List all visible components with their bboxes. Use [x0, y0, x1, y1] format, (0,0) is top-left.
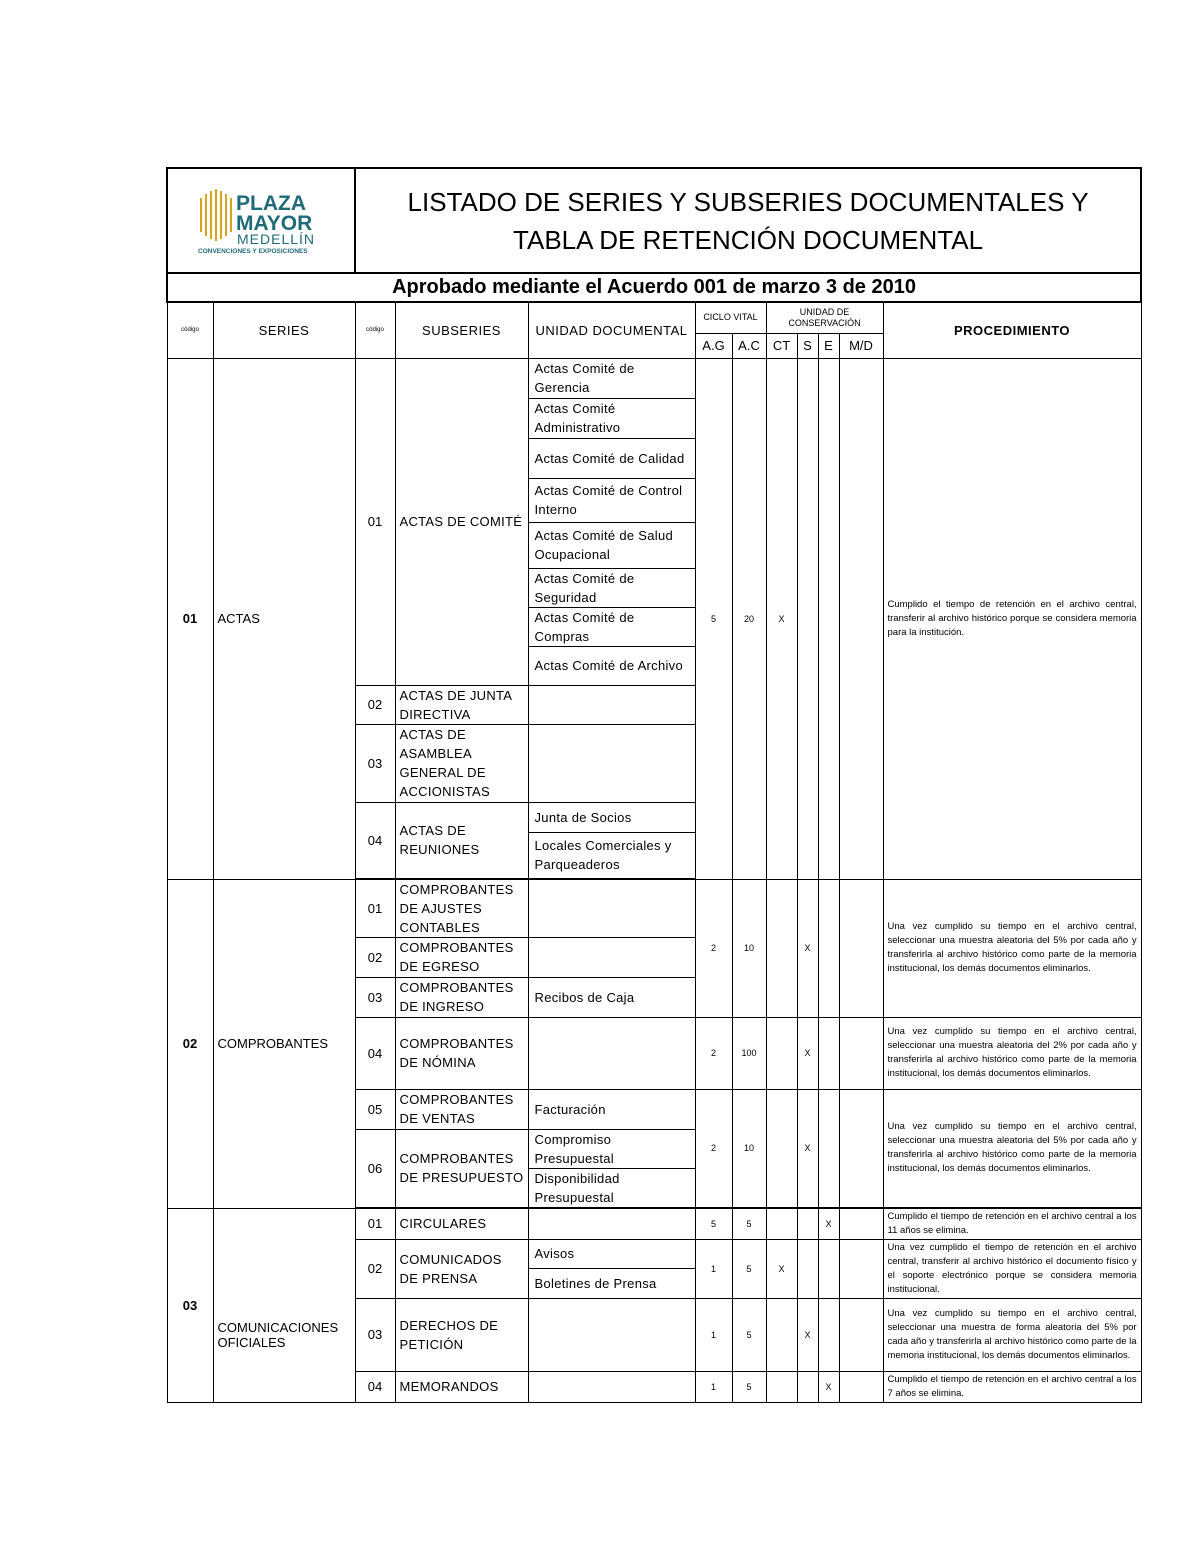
- procedimiento-text: Cumplido el tiempo de retención en el archivo central a los 7 años se elimina.: [883, 1371, 1141, 1402]
- subseries-code: 05: [355, 1089, 395, 1129]
- ag-value: 5: [695, 1208, 732, 1239]
- subseries-name: COMPROBANTES DE AJUSTES CONTABLES: [395, 879, 528, 937]
- subseries-code: 02: [355, 1239, 395, 1298]
- s-mark: [797, 1239, 818, 1298]
- document-title: [355, 168, 1141, 273]
- unidad-documental: Junta de Socios: [528, 802, 695, 832]
- subseries-name: COMPROBANTES DE NÓMINA: [395, 1017, 528, 1089]
- col-ciclo-vital: CICLO VITAL: [695, 302, 766, 333]
- unidad-documental: Actas Comité Administrativo: [528, 398, 695, 438]
- subseries-name: COMPROBANTES DE PRESUPUESTO: [395, 1129, 528, 1207]
- md-mark: [839, 1017, 883, 1089]
- procedimiento-text: Una vez cumplido su tiempo en el archivo central, seleccionar una muestra aleatoria del 2% por cada año y transferirla al archivo histórico como parte de la memoria institucional, los demás documentos eliminarlos.: [883, 1017, 1141, 1089]
- svg-text:MAYOR: MAYOR: [236, 211, 313, 235]
- ac-value: 5: [732, 1371, 766, 1402]
- subseries-name: ACTAS DE ASAMBLEA GENERAL DE ACCIONISTAS: [395, 724, 528, 802]
- unidad-documental: [528, 724, 695, 802]
- s-mark: [797, 358, 818, 879]
- unidad-documental: [528, 1208, 695, 1239]
- e-mark: [818, 358, 839, 879]
- ag-value: 5: [695, 358, 732, 879]
- retention-table: [166, 167, 1142, 1403]
- s-mark: X: [797, 879, 818, 1017]
- svg-text:MEDELLÍN: MEDELLÍN: [237, 230, 316, 247]
- table-row: [167, 1208, 1141, 1239]
- s-mark: [797, 1371, 818, 1402]
- md-mark: [839, 879, 883, 1017]
- col-unidad-conservacion: UNIDAD DE CONSERVACIÓN: [766, 302, 883, 333]
- subseries-name: COMUNICADOS DE PRENSA: [395, 1239, 528, 1298]
- procedimiento-text: Cumplido el tiempo de retención en el archivo central a los 11 años se elimina.: [883, 1208, 1141, 1239]
- col-procedimiento: PROCEDIMIENTO: [883, 302, 1141, 358]
- subseries-name: COMPROBANTES DE EGRESO: [395, 937, 528, 977]
- procedimiento-text: Una vez cumplido el tiempo de retención en el archivo central, transferir al archivo histórico el documento físico y el soporte electrónico porque se considera memoria institucional.: [883, 1239, 1141, 1298]
- ac-value: 5: [732, 1298, 766, 1371]
- col-unidad-documental: UNIDAD DOCUMENTAL: [528, 302, 695, 358]
- subseries-code: 01: [355, 358, 395, 685]
- unidad-documental: Actas Comité de Seguridad: [528, 568, 695, 607]
- subseries-code: 01: [355, 1208, 395, 1239]
- col-codigo-subseries: código: [355, 302, 395, 358]
- subseries-name: COMPROBANTES DE INGRESO: [395, 977, 528, 1017]
- plaza-mayor-logo: [196, 186, 326, 256]
- subseries-code: 03: [355, 1298, 395, 1371]
- md-mark: [839, 358, 883, 879]
- table-row: [167, 358, 1141, 398]
- subseries-name: ACTAS DE COMITÉ: [395, 358, 528, 685]
- e-mark: [818, 1239, 839, 1298]
- subseries-code: 02: [355, 937, 395, 977]
- ag-value: 2: [695, 1089, 732, 1207]
- unidad-documental: Actas Comité de Salud Ocupacional: [528, 522, 695, 568]
- ct-mark: [766, 1298, 797, 1371]
- title-line-1: LISTADO DE SERIES Y SUBSERIES DOCUMENTALES Y: [407, 186, 1089, 217]
- ac-value: 10: [732, 879, 766, 1017]
- col-subseries: SUBSERIES: [395, 302, 528, 358]
- col-ct: CT: [766, 333, 797, 358]
- unidad-documental: [528, 1371, 695, 1402]
- col-ag: A.G: [695, 333, 732, 358]
- series-code: 02: [167, 879, 213, 1208]
- subseries-name: ACTAS DE JUNTA DIRECTIVA: [395, 685, 528, 724]
- col-e: E: [818, 333, 839, 358]
- md-mark: [839, 1371, 883, 1402]
- unidad-documental: Actas Comité de Archivo: [528, 646, 695, 685]
- table-row: [167, 879, 1141, 937]
- series-code: 01: [167, 358, 213, 879]
- series-name: COMPROBANTES: [213, 879, 355, 1208]
- unidad-documental: Actas Comité de Calidad: [528, 438, 695, 478]
- subseries-code: 03: [355, 977, 395, 1017]
- column-header-row: [167, 302, 1141, 333]
- unidad-documental: Facturación: [528, 1089, 695, 1129]
- subseries-code: 06: [355, 1129, 395, 1207]
- ac-value: 5: [732, 1208, 766, 1239]
- logo-cell: [167, 168, 355, 273]
- ac-value: 20: [732, 358, 766, 879]
- ct-mark: X: [766, 358, 797, 879]
- e-mark: X: [818, 1371, 839, 1402]
- unidad-documental: Recibos de Caja: [528, 977, 695, 1017]
- approval-note: Aprobado mediante el Acuerdo 001 de marzo 3 de 2010: [167, 273, 1141, 302]
- unidad-documental: [528, 937, 695, 977]
- svg-text:PLAZA: PLAZA: [236, 191, 306, 215]
- subseries-code: 04: [355, 1371, 395, 1402]
- subseries-name: ACTAS DE REUNIONES: [395, 802, 528, 878]
- svg-text:CONVENCIONES Y EXPOSICIONES: CONVENCIONES Y EXPOSICIONES: [198, 247, 308, 255]
- ag-value: 2: [695, 879, 732, 1017]
- md-mark: [839, 1298, 883, 1371]
- subseries-code: 01: [355, 879, 395, 937]
- md-mark: [839, 1089, 883, 1207]
- series-name: ACTAS: [213, 358, 355, 879]
- ct-mark: [766, 1017, 797, 1089]
- md-mark: [839, 1208, 883, 1239]
- ct-mark: X: [766, 1239, 797, 1298]
- col-md: M/D: [839, 333, 883, 358]
- unidad-documental: Actas Comité de Compras: [528, 607, 695, 646]
- unidad-documental: Boletines de Prensa: [528, 1269, 695, 1299]
- unidad-documental: [528, 1298, 695, 1371]
- procedimiento-text: Una vez cumplido su tiempo en el archivo central, seleccionar una muestra aleatoria del 5% por cada año y transferirla al archivo histórico como parte de la memoria institucional, los demás documentos eliminarlos.: [883, 879, 1141, 1017]
- subseries-name: COMPROBANTES DE VENTAS: [395, 1089, 528, 1129]
- ct-mark: [766, 1208, 797, 1239]
- col-ac: A.C: [732, 333, 766, 358]
- unidad-documental: Actas Comité de Gerencia: [528, 358, 695, 398]
- ag-value: 1: [695, 1239, 732, 1298]
- e-mark: [818, 1089, 839, 1207]
- series-code: 03: [167, 1208, 213, 1402]
- s-mark: [797, 1208, 818, 1239]
- md-mark: [839, 1239, 883, 1298]
- col-s: S: [797, 333, 818, 358]
- subseries-code: 04: [355, 802, 395, 878]
- ag-value: 1: [695, 1298, 732, 1371]
- ag-value: 1: [695, 1371, 732, 1402]
- unidad-documental: [528, 685, 695, 724]
- subseries-name: CIRCULARES: [395, 1208, 528, 1239]
- ac-value: 5: [732, 1239, 766, 1298]
- s-mark: X: [797, 1017, 818, 1089]
- unidad-documental: Locales Comerciales y Parqueaderos: [528, 832, 695, 878]
- s-mark: X: [797, 1089, 818, 1207]
- unidad-documental: Disponibilidad Presupuestal: [528, 1168, 695, 1207]
- series-name: COMUNICACIONES OFICIALES: [213, 1208, 355, 1402]
- e-mark: [818, 1017, 839, 1089]
- subseries-name: DERECHOS DE PETICIÓN: [395, 1298, 528, 1371]
- ct-mark: [766, 1371, 797, 1402]
- procedimiento-text: Una vez cumplido su tiempo en el archivo central, seleccionar una muestra de forma aleatoria del 5% por cada año y transferirla al archivo histórico como parte de la memoria institucional, los demás documentos eliminarlos.: [883, 1298, 1141, 1371]
- unidad-documental: [528, 1017, 695, 1089]
- e-mark: [818, 879, 839, 1017]
- col-series: SERIES: [213, 302, 355, 358]
- ct-mark: [766, 879, 797, 1017]
- subseries-code: 03: [355, 724, 395, 802]
- ct-mark: [766, 1089, 797, 1207]
- retention-table-sheet: [166, 167, 1140, 1403]
- s-mark: X: [797, 1298, 818, 1371]
- subseries-code: 04: [355, 1017, 395, 1089]
- subseries-name: MEMORANDOS: [395, 1371, 528, 1402]
- ac-value: 10: [732, 1089, 766, 1207]
- procedimiento-text: Cumplido el tiempo de retención en el archivo central, transferir al archivo histórico porque se considera memoria para la institución.: [883, 358, 1141, 879]
- unidad-documental: [528, 879, 695, 937]
- col-codigo-series: código: [167, 302, 213, 358]
- unidad-documental: Avisos: [528, 1239, 695, 1269]
- e-mark: X: [818, 1208, 839, 1239]
- subseries-code: 02: [355, 685, 395, 724]
- ag-value: 2: [695, 1017, 732, 1089]
- header-row: [167, 168, 1141, 273]
- e-mark: [818, 1298, 839, 1371]
- unidad-documental: Actas Comité de Control Interno: [528, 478, 695, 522]
- ac-value: 100: [732, 1017, 766, 1089]
- title-line-2: TABLA DE RETENCIÓN DOCUMENTAL: [513, 224, 984, 255]
- unidad-documental: Compromiso Presupuestal: [528, 1129, 695, 1168]
- procedimiento-text: Una vez cumplido su tiempo en el archivo central, seleccionar una muestra aleatoria del 5% por cada año y transferirla al archivo histórico como parte de la memoria institucional, los demás documentos eliminarlos.: [883, 1089, 1141, 1207]
